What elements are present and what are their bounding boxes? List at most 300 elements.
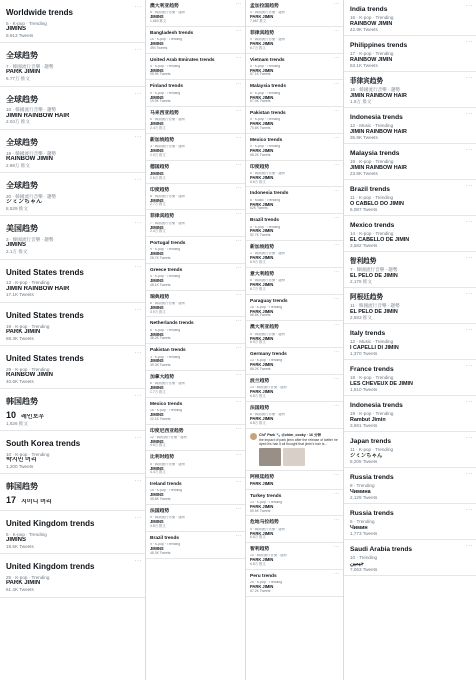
more-dots-icon[interactable]: ··· (134, 558, 142, 565)
trend-item[interactable] (250, 386, 339, 399)
trends-location-header: 菲律宾趋势 (350, 78, 383, 86)
more-dots-icon[interactable]: ··· (235, 505, 242, 512)
more-dots-icon[interactable]: ··· (333, 544, 340, 551)
trend-item[interactable] (6, 64, 140, 81)
trend-item[interactable] (250, 172, 339, 185)
trend-context: 9 · 韓國流行音樂 · 趨勢 (150, 516, 186, 520)
more-dots-icon[interactable]: ··· (235, 398, 242, 405)
trend-section (246, 516, 343, 543)
trend-name: JIMIN RAINBOW HAIR (350, 164, 407, 171)
more-dots-icon[interactable]: ··· (134, 263, 142, 270)
trend-item[interactable] (350, 411, 471, 428)
trend-context: 8 · 韓國流行音樂 · 趨勢 (150, 194, 186, 198)
trend-tweet-count: 2,176 推文 (350, 278, 372, 284)
trend-tweet-count: 53.1K Tweets (350, 62, 378, 68)
trend-tweet-count: 2.04万 推文 (6, 119, 30, 125)
trend-name: Чимин (350, 524, 368, 531)
trend-section (0, 260, 145, 303)
trend-item[interactable] (150, 118, 241, 131)
trend-tweet-count: 28.7K Tweets (150, 256, 171, 260)
trend-section (146, 291, 245, 318)
trend-item[interactable] (6, 237, 140, 254)
trend-section (146, 0, 245, 27)
trend-name: EL PELO DE JIMIN (350, 272, 398, 279)
trend-tweet-count: 48.1K Tweets (150, 282, 171, 287)
more-dots-icon[interactable]: ··· (235, 291, 242, 298)
trend-item[interactable] (250, 482, 339, 487)
more-dots-icon[interactable]: ··· (333, 402, 340, 409)
more-dots-icon[interactable]: ··· (134, 393, 142, 400)
trend-context: 16 · K-pop · Trending (350, 15, 394, 21)
trend-name: Чимина (350, 488, 371, 495)
more-dots-icon[interactable]: ··· (333, 471, 340, 478)
trend-item[interactable] (350, 519, 471, 536)
trend-section (246, 295, 343, 322)
trend-name: PARK JIMIN (250, 416, 274, 421)
trends-location-header: United Arab Emirates trends (150, 57, 215, 63)
trend-section (246, 375, 343, 402)
trend-item[interactable] (250, 199, 339, 212)
trend-item[interactable] (350, 231, 471, 248)
trend-item[interactable] (6, 151, 140, 168)
trend-name: 레인보우 (21, 414, 45, 421)
tweet-media[interactable] (259, 448, 339, 466)
trend-tweet-count: 68.3K Tweets (6, 335, 34, 341)
more-dots-icon[interactable]: ··· (235, 452, 242, 459)
trend-context: 13 · K-pop · Trending (6, 280, 50, 286)
trend-item[interactable] (6, 280, 140, 297)
trends-location-header: 新加坡趋势 (250, 245, 274, 251)
more-dots-icon[interactable]: ··· (465, 111, 473, 118)
trend-item[interactable] (350, 339, 471, 356)
more-dots-icon[interactable]: ··· (465, 327, 473, 334)
trend-tweet-count: 42.8K Tweets (350, 26, 378, 32)
more-dots-icon[interactable]: ··· (465, 255, 473, 262)
trend-item[interactable] (250, 306, 339, 319)
trend-section (246, 0, 343, 27)
trend-item[interactable] (250, 333, 339, 346)
tweet-author[interactable]: Chi° Park 🐾 @chim_cooky · 16 分钟 (259, 432, 322, 437)
more-dots-icon[interactable]: ··· (235, 211, 242, 218)
more-dots-icon[interactable]: ··· (134, 515, 142, 522)
trend-item[interactable] (250, 252, 339, 265)
trend-item[interactable] (350, 123, 471, 140)
tweet-photo[interactable] (283, 448, 305, 466)
more-dots-icon[interactable]: ··· (235, 372, 242, 379)
trend-context: 5 · K-pop · Trending (150, 64, 181, 68)
trend-name: جيمين (350, 560, 364, 567)
trend-section (344, 360, 476, 396)
trend-item[interactable] (150, 92, 241, 105)
trend-tweet-count: 19.9K Tweets (150, 99, 171, 104)
trend-name: JIMINS (150, 359, 164, 364)
trends-location-header: Russia trends (350, 510, 394, 518)
trends-location-header: Finland trends (150, 84, 184, 90)
trend-item[interactable] (6, 194, 140, 211)
trend-context: 5 · K-pop · Trending (250, 225, 281, 229)
more-dots-icon[interactable]: ··· (333, 54, 340, 61)
trend-item[interactable] (150, 356, 241, 369)
more-dots-icon[interactable]: ··· (134, 306, 142, 313)
trend-section (146, 478, 245, 505)
more-dots-icon[interactable]: ··· (235, 345, 242, 352)
more-dots-icon[interactable]: ··· (333, 322, 340, 329)
more-dots-icon[interactable]: ··· (465, 363, 473, 370)
trends-location-header: Brazil trends (250, 218, 280, 224)
trend-tweet-count: 8,529 推文 (6, 205, 28, 211)
more-dots-icon[interactable]: ··· (235, 318, 242, 325)
more-dots-icon[interactable]: ··· (333, 188, 340, 195)
more-dots-icon[interactable]: ··· (235, 108, 242, 115)
more-dots-icon[interactable]: ··· (465, 147, 473, 154)
trend-tweet-count: 23.9K Tweets (350, 170, 378, 176)
trend-item[interactable] (350, 555, 471, 572)
trend-section (0, 173, 145, 216)
trend-tweet-count: 6.8万 推文 (250, 535, 266, 540)
trend-item[interactable] (6, 452, 140, 469)
trend-section (246, 471, 343, 490)
trend-tweet-count: 3.9万 推文 (150, 309, 166, 314)
trend-item[interactable] (250, 11, 339, 24)
trend-item[interactable] (350, 483, 471, 500)
tweet-text: the impact of park jimin after the release of twitter he dyed his hair it all thought that jimin's hair is... (259, 437, 338, 446)
trend-item[interactable] (250, 145, 339, 158)
trend-section (0, 0, 145, 43)
trends-location-header: 印度尼西亚趋势 (150, 428, 184, 434)
trend-item[interactable] (350, 87, 471, 104)
trend-context: 8 · K-pop · Trending (150, 328, 181, 332)
trend-item[interactable] (350, 195, 471, 212)
more-dots-icon[interactable]: ··· (134, 47, 142, 54)
trend-section (246, 187, 343, 214)
trend-section (0, 43, 145, 86)
trend-name: JIMIN RAINBOW HAIR (6, 112, 70, 119)
trend-item[interactable] (350, 267, 471, 284)
trends-location-header: Russia trends (350, 474, 394, 482)
trend-item[interactable] (250, 226, 339, 239)
trend-tweet-count: 3,582 Tweets (350, 242, 378, 248)
trend-tweet-count: 95.9K Tweets (150, 72, 171, 77)
trend-tweet-count: 40.6K Tweets (6, 378, 34, 384)
trend-name: PARK JIMIN (250, 363, 274, 368)
more-dots-icon[interactable]: ··· (134, 90, 142, 97)
more-dots-icon[interactable]: ··· (333, 242, 340, 249)
trends-location-header: Pakistan trends (250, 111, 286, 117)
trend-context: 7 · 韓國流行音樂 · 趨勢 (350, 267, 398, 273)
trend-item[interactable] (150, 489, 241, 502)
trend-tweet-count: 6.7万 推文 (250, 286, 266, 291)
trend-context: 1 · 韓國流行音樂 · 趨勢 (250, 252, 286, 256)
more-dots-icon[interactable]: ··· (134, 177, 142, 183)
trend-item[interactable] (250, 581, 339, 594)
more-dots-icon[interactable]: ··· (333, 215, 340, 222)
trend-tweet-count: 1,626 推文 (6, 420, 28, 426)
trend-section (146, 398, 245, 425)
trend-tweet-count: 4.8万 推文 (150, 523, 166, 528)
more-dots-icon[interactable]: ··· (333, 490, 340, 497)
more-dots-icon[interactable]: ··· (333, 161, 340, 168)
more-dots-icon[interactable]: ··· (134, 350, 142, 356)
more-dots-icon[interactable]: ··· (235, 54, 242, 61)
trend-section (246, 268, 343, 295)
trend-name: PARK JIMIN (250, 282, 274, 287)
more-dots-icon[interactable]: ··· (235, 238, 242, 245)
more-dots-icon[interactable]: ··· (235, 264, 242, 271)
trends-location-header: Greece trends (150, 267, 183, 273)
more-dots-icon[interactable]: ··· (333, 81, 340, 88)
trend-section (246, 402, 343, 429)
more-dots-icon[interactable]: ··· (235, 479, 242, 486)
trend-context: 9 · K-pop · Trending (150, 542, 181, 546)
trends-location-header: Netherlands trends (150, 321, 194, 327)
trend-item[interactable] (250, 528, 339, 541)
trends-location-header: Paraguay trends (250, 298, 288, 304)
trend-item[interactable] (150, 302, 241, 315)
trend-item[interactable] (350, 375, 471, 392)
more-dots-icon[interactable]: ··· (235, 27, 242, 34)
more-dots-icon[interactable]: ··· (465, 399, 473, 406)
trend-section (344, 468, 476, 504)
trend-name: RAINBOW JIMIN (350, 56, 393, 63)
trend-item[interactable] (250, 554, 339, 567)
trend-context: 5 · K-pop · Trending (6, 20, 47, 26)
trend-name: PARK JIMIN (250, 481, 274, 486)
trend-item[interactable] (250, 359, 339, 372)
more-dots-icon[interactable]: ··· (134, 435, 142, 442)
trend-tweet-count: 38.2K Tweets (150, 336, 171, 341)
trend-name: PARK JIMIN (250, 202, 274, 207)
trend-item[interactable] (150, 382, 241, 395)
more-dots-icon[interactable]: ··· (333, 108, 340, 115)
trend-item[interactable] (150, 145, 241, 158)
trend-tweet-count: 4.6万 推文 (150, 443, 166, 448)
trend-context: 6 · 韓國流行音樂 · 趨勢 (150, 301, 186, 305)
more-dots-icon[interactable]: ··· (333, 134, 340, 141)
trend-name: RAINBOW JIMIN (350, 20, 393, 27)
trend-context: 13 · K-pop · Trending (250, 359, 283, 363)
trend-tweet-count: 9,913 Tweets (6, 32, 34, 38)
trend-name: JIMIN RAINBOW HAIR (350, 128, 407, 135)
more-dots-icon[interactable]: ··· (333, 295, 340, 302)
trend-item[interactable] (250, 413, 339, 426)
trend-context: 10 · K-pop · Trending (6, 452, 50, 458)
trend-tweet-count: 2.4万 推文 (150, 126, 166, 130)
trend-section (246, 348, 343, 375)
trend-context: 9 · 韓國流行音樂 · 趨勢 (250, 527, 286, 531)
trends-location-header: United States trends (6, 310, 84, 320)
trend-tweet-count: 3,691 Tweets (350, 422, 378, 428)
more-dots-icon[interactable]: ··· (333, 349, 340, 356)
trend-section (344, 252, 476, 288)
trend-name: PARK JIMIN (250, 68, 274, 73)
trend-context: 19 · K-pop · Trending (350, 159, 394, 165)
trend-tweet-count: 2.0万 推文 (150, 152, 166, 157)
trend-item[interactable] (250, 501, 339, 514)
trend-context: 6 · 韓國流行音樂 · 趨勢 (150, 11, 186, 15)
trend-section (0, 474, 145, 511)
trend-item[interactable] (6, 107, 140, 124)
trend-item[interactable] (250, 65, 339, 78)
trends-location-header: France trends (350, 366, 394, 374)
trends-location-header: 法国趋势 (250, 405, 270, 411)
trend-context: 5 · K-pop · Trending (6, 531, 47, 537)
tweet-photo[interactable] (259, 448, 281, 466)
trend-item[interactable] (6, 575, 140, 592)
trend-context: 6 · 韓國流行音樂 · 趨勢 (150, 382, 186, 386)
trend-section (344, 504, 476, 540)
trend-tweet-count: 6.8万 推文 (250, 393, 266, 398)
trends-location-header: 比利时趋势 (150, 455, 174, 461)
more-dots-icon[interactable]: ··· (235, 184, 242, 191)
trend-context: 7 · 韓國流行音樂 · 趨勢 (150, 221, 186, 225)
trends-location-header: Ireland trends (150, 482, 182, 488)
trends-column (0, 0, 145, 680)
more-dots-icon[interactable]: ··· (465, 291, 473, 298)
trend-context: 7 · 韓國流行音樂 · 趨勢 (6, 64, 54, 70)
trend-item[interactable] (150, 463, 241, 476)
more-dots-icon[interactable]: ··· (465, 3, 473, 9)
trend-item[interactable] (350, 303, 471, 320)
trends-location-header: Brazil trends (350, 186, 390, 194)
trend-section (0, 554, 145, 597)
more-dots-icon[interactable]: ··· (465, 507, 473, 514)
trend-item[interactable] (150, 329, 241, 342)
trend-name: JIMINS (150, 198, 164, 203)
more-dots-icon[interactable]: ··· (465, 39, 473, 46)
trends-location-header: Indonesia trends (350, 402, 403, 410)
more-dots-icon[interactable]: ··· (134, 4, 142, 10)
trend-item[interactable] (150, 65, 241, 78)
trend-item[interactable] (350, 159, 471, 176)
trend-item[interactable] (150, 409, 241, 422)
trend-item[interactable] (150, 172, 241, 181)
trend-tweet-count: 35.8K Tweets (150, 497, 171, 502)
trend-item[interactable] (150, 248, 241, 261)
more-dots-icon[interactable]: ··· (235, 161, 242, 168)
trends-location-header: Pakistan trends (150, 348, 186, 354)
trend-context: 29 · K-pop · Trending (6, 366, 50, 372)
more-dots-icon[interactable]: ··· (465, 471, 473, 478)
trend-item[interactable] (150, 222, 241, 235)
more-dots-icon[interactable]: ··· (134, 133, 142, 140)
trends-location-header: Germany trends (250, 352, 287, 358)
trends-location-header: Mexico trends (350, 222, 395, 230)
more-dots-icon[interactable]: ··· (465, 183, 473, 190)
trend-item[interactable] (6, 532, 140, 549)
trend-section (146, 80, 245, 107)
trend-item[interactable] (150, 38, 241, 51)
trends-location-header: Philippines trends (350, 42, 408, 50)
trend-name: LES CHEVEUX DE JIMIN (350, 380, 413, 387)
trend-section (0, 87, 145, 130)
trend-section (344, 72, 476, 108)
trend-tweet-count: 35.9K Tweets (350, 134, 378, 140)
trend-tweet-count: 6.8万 推文 (250, 562, 266, 567)
trend-section (0, 511, 145, 554)
more-dots-icon[interactable]: ··· (333, 570, 340, 577)
trends-location-header: 全球趋势 (6, 94, 38, 104)
more-dots-icon[interactable]: ··· (134, 220, 142, 227)
more-dots-icon[interactable]: ··· (235, 425, 242, 432)
more-dots-icon[interactable]: ··· (333, 27, 340, 34)
trend-item[interactable] (350, 51, 471, 68)
trend-tweet-count: 39.3K Tweets (150, 363, 171, 368)
more-dots-icon[interactable]: ··· (333, 1, 340, 7)
trend-item[interactable] (250, 279, 339, 292)
tweet-card[interactable] (246, 429, 343, 471)
trend-name: Rambut Jimin (350, 416, 386, 423)
trend-item[interactable] (6, 410, 140, 426)
trends-location-header: South Korea trends (6, 439, 81, 449)
avatar[interactable] (250, 433, 257, 440)
trend-tweet-count: 6,087 Tweets (350, 206, 378, 212)
more-dots-icon[interactable]: ··· (134, 478, 142, 485)
more-dots-icon[interactable]: ··· (465, 543, 473, 550)
tweet-body (259, 433, 339, 466)
trend-context: 25 · K-pop · Trending (250, 581, 283, 585)
more-dots-icon[interactable]: ··· (465, 219, 473, 226)
trend-context: 5 · 韓國流行音樂 · 趨勢 (250, 332, 286, 336)
trend-name: JIMINS (150, 279, 164, 284)
trends-location-header: Worldwide trends (6, 8, 73, 17)
more-dots-icon[interactable]: ··· (235, 134, 242, 141)
more-dots-icon[interactable]: ··· (235, 532, 242, 539)
more-dots-icon[interactable]: ··· (333, 268, 340, 275)
trend-item[interactable] (150, 195, 241, 208)
trend-section (146, 264, 245, 291)
trend-item[interactable] (150, 436, 241, 449)
more-dots-icon[interactable]: ··· (465, 75, 473, 82)
trend-item[interactable] (150, 516, 241, 529)
trend-section (344, 216, 476, 252)
trend-item[interactable] (350, 15, 471, 32)
more-dots-icon[interactable]: ··· (465, 435, 473, 442)
trend-section (246, 107, 343, 134)
trend-section (344, 36, 476, 72)
trend-name: JIMINS (150, 439, 164, 444)
trend-context: 5 · K-pop · Trending (250, 118, 281, 122)
trend-name: JIMINS (150, 386, 164, 391)
more-dots-icon[interactable]: ··· (333, 517, 340, 524)
trend-item[interactable] (150, 11, 241, 24)
trend-item[interactable] (6, 367, 140, 384)
trend-section (344, 108, 476, 144)
more-dots-icon[interactable]: ··· (235, 1, 242, 7)
trends-location-header: 马来西亚趋势 (150, 111, 179, 117)
trend-item[interactable] (150, 275, 241, 288)
trend-section (146, 317, 245, 344)
trend-item[interactable] (250, 92, 339, 105)
trend-context: 11 · K-pop · Trending (350, 195, 394, 201)
trends-location-header: Italy trends (350, 330, 386, 338)
trend-item[interactable] (6, 495, 140, 506)
trend-tweet-count: 2.88万 推文 (6, 162, 30, 168)
trend-name: JIMINS (150, 95, 164, 100)
trend-item[interactable] (250, 38, 339, 51)
more-dots-icon[interactable]: ··· (235, 81, 242, 88)
trend-item[interactable] (350, 447, 471, 464)
trend-context: 18 · K-pop · Trending (350, 375, 394, 381)
trend-item[interactable] (150, 543, 241, 556)
more-dots-icon[interactable]: ··· (333, 375, 340, 382)
trend-section (246, 321, 343, 348)
trend-item[interactable] (6, 324, 140, 341)
trend-item[interactable] (250, 118, 339, 131)
trend-section (246, 543, 343, 570)
trend-item[interactable] (6, 21, 140, 38)
trend-tweet-count: 1.7万 推文 (150, 389, 166, 394)
trend-context: 15 · K-pop · Trending (150, 38, 183, 42)
